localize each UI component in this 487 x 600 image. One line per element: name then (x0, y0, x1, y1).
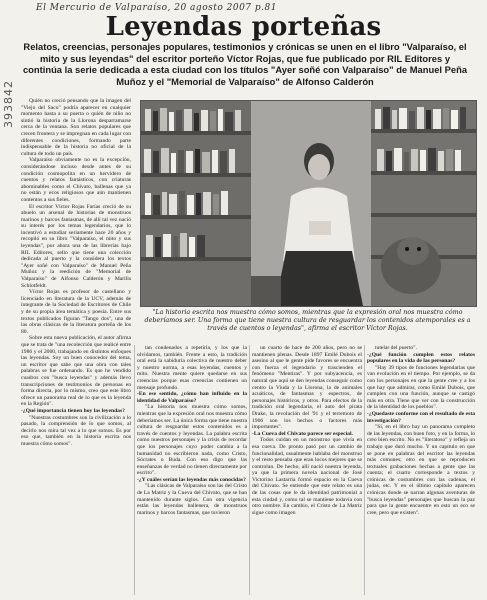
article-column-1 (21, 98, 131, 596)
article-column-2 (137, 345, 247, 596)
article-photo (140, 100, 477, 307)
paragraph: tutelar del puerto". (375, 345, 417, 351)
article-column-3 (252, 345, 362, 596)
interview-question: -¿Qué importancia tienen hoy las leyendas? (21, 407, 125, 414)
interview-question: -En ese sentido, ¿cómo han influido en la identidad de Valparaíso? (137, 391, 247, 404)
paragraph: Víctor Rojas es profesor de castellano y licenciado en literatura de la UCV, además de integrante de la Sociedad de Escritores de Chile y de su propia área temática y poesía. Entre sus textos publicados figuran "Tango dos", una de las obras clásicas de la literatura porteña de los 80. (21, 289, 131, 335)
interview-question: -La Cueva del Chivato parece ser especial. (252, 430, 353, 437)
paragraph: El escritor Víctor Rojas Farías creció de su abuelo un arsenal de historias de monstruos marinos y barcos fantasmas, de allí tal vez nació su interés por los temas legendarios, que lo incentivó a estudiar seriamente hace 20 años y recopiló en su libro "Valparaíso, el mito y sus leyendas", por ahora una de las librerías bajo RIL Editores, sello que tiene una colección dedicada al puerto y la considera los textos "Ayer soñé con Valparaíso" de Manuel Peña Muñoz y la reedición de "Memorial de Valparaíso" de Alfonso Calderón y Marilis Schlotfeldt. (21, 203, 131, 289)
column-divider (249, 345, 250, 595)
photo-caption (140, 308, 475, 332)
paragraph: un cuarto de hace de 200 años, pero no se mantienen plenas. Desde 1897 Emilé Dubois el asesino al que le gente pide favores se encuentra con fuerza el legendario y trascienden el fenómeno "Mentiras". Y por subyacencia, es natural que aquí se den leyendas conseguir como centro la Viuda y la Llorona, la de animales acuáticos, de fantasmas y espectros, de personajes históricos, y otros. Para efectos de la tradición oral legendaria, el auto del pirata Drake, la revolución del '91 y el terremoto de 1906 son los hechos o factores más importantes". (252, 345, 362, 431)
handwritten-source-note: El Mercurio de Valparaíso, 20 agosto 2007 p.81 (36, 3, 277, 13)
column-divider (364, 345, 365, 595)
paragraph: Sobre esta nueva publicación, el autor afirma que se trata de "una recolección que realicé entre 1986 y el 2000, trabajando en distintos enfoques las leyendas. Soy un buen conocedor del tema, un escritor que sabe que una obra con tales palabras se fue ordenando. Es que he vendido cuadros con "busca leyendas" y además llevo transcripciones de testimonios de personas en forma directa, por lo mismo, creo que este libro ofrece un panorama real de lo que es la leyenda en la Región". (21, 335, 131, 408)
paragraph: "La historia nos muestra cómo somos, mientras que la expresión oral nos muestra cómo deberíamos ser. La única forma que tiene nuestra cultura de resguardar estos contenidos es a través de cuentos y leyendas. La palabra escrita como nuestros personajes y la crisis de recordar que los personajes cuyo poder cambia a la humanidad no escribieron nada, como Cristo, Sócrates o Buda. Con eso digo que las enseñanzas de verdad no tienen directamente por escrito". (137, 404, 247, 477)
interview-question: -¿Quedaste conforme con el resultado de esta investigación? (367, 410, 475, 424)
archive-stamp-number: 393842 (2, 80, 15, 128)
interview-question: -¿Qué función cumplen estos relatos populares en la vida de las personas? (367, 351, 475, 365)
article-headline: Leyendas porteñas (105, 12, 382, 42)
article-column-4 (367, 345, 475, 596)
paragraph: "Las clásicas de Valparaíso son las del Cristo de La Matriz y la Cueva del Chivato, que se han mantenido durante siglos. Con otra vigencia están las leyendas ballenera, de monstruos marinos y barcos fantasmas, que tuvieron (137, 483, 247, 516)
interview-question: -¿Y cuáles serían las leyendas más conocidas? (137, 476, 246, 483)
paragraph: "Nuestras costumbres son la civilización a lo pasado, la comprensión de lo que somos, al decirlo nos mira tal vez a lo que somos. Es por eso que, también en la historia escrita nos muestra cómo somos". (21, 414, 131, 447)
paragraph: Quién no creció pensando que la imagen del "Viejo del Saco" podría aparecer en cualquier momento hasta a su puerta o quién de niño no sintió la historia de la Llorona desparramarse cerca de la ventana. Son relatos populares que crecen frontera y se impregnan en cada lugar con diferentes condiciones, formando parte indispensable de la historia no oficial de la cultura de todo un país. (21, 98, 131, 157)
column-divider (134, 345, 135, 595)
paragraph: Todos cuidan en un monstruo que vivía en esa cueva. De pronto pasó por un cambio de funcionalidad, usualmente hablaba del monstruo y el resto pensaba que eran locos mejores que se controlan. De hecho, allí nació nuestra leyenda, ya que la primera novela nacional de José Victorino Lastarria formó espacio en la Cueva del Chivato. Se entiende que este relato es una de las cosas que le da identidad patrimonial a esta ciudad y, como tal se mantiene todavía con otro nombre. En cambio, el Cristo de La Matriz sigue como imagen (252, 437, 362, 516)
paragraph: "Hay 39 tipos de funciones legendarias que van evolución en el tiempo. Por ejemplo, se da con los personajes en que la gente cree y a los que hay que admirar, como Emilé Dubois, que cumplen con una función, aunque se castigó más en otra. Tiene que ver con la construcción de la identidad de los pueblos". (367, 364, 475, 411)
caption-line-1: "La historia escrita nos muestra cómo somos, mientras que la expresión oral nos muestra cómo deberíamos ser. (144, 308, 463, 324)
caption-line-2: Una forma que tiene nuestra cultura de resguardar los contenidos atemporales es a través de cuentos o leyendas", afirma el escritor Víctor Rojas. (197, 316, 471, 332)
paragraph: "Sí, en el libro hay un panorama completo de las leyendas, con buen foto, y en la forma, lo creo bien escrito. No es "literatoso" y refleja un trabajo que duró mucho. Y un capítulo en que se pone en palabras del escritor las leyendas más comunes; otro en que se reproducen textuales grabaciones hechas a gente que las cuenta; el cuarto corresponde a textos y crónicas de costumbres con las cadenas, el judas, etc. Y en el último capítulo aparecen crónicas donde se narran algunas aventuras de "busca leyendas" personajes que buscan la paz para que la gente encuentre en esto un eco se cree, pero que existen". (367, 424, 475, 516)
article-lead: Relatos, creencias, personajes populares, testimonios y crónicas se unen en el libro "Valparaíso, el mito y sus leyendas" del escritor porteño Víctor Rojas, que fue publicado por RIL Editores y continúa la serie dedicada a esta ciudad con los títulos "Ayer soñé con Valparaíso" de Manuel Peña Muñoz y el "Memorial de Valparaíso" de Alfonso Calderón (22, 41, 468, 87)
paragraph: tan condenados a repetirla, y los que la olvidamos, también. Frente a esto, la tradición oral está la sabiduría colectiva de nuestro deber y nuestro norma, a esas leyendas, cuentos y mito. Nuestra mente quiere quedarse en sus creencias porque esas creencias contienen un mensaje profundo. (137, 345, 247, 391)
paragraph: Valparaíso obviamente no es la excepción, considerándose incluso desde antes de su condición cosmopolita en un hervidero de cuentos y relatos fantásticos, con criaturas abominables como el Chivato, ballenas que ya no están y ecos religiosos que aún mantienen contentos a sus fieles. (21, 157, 131, 203)
